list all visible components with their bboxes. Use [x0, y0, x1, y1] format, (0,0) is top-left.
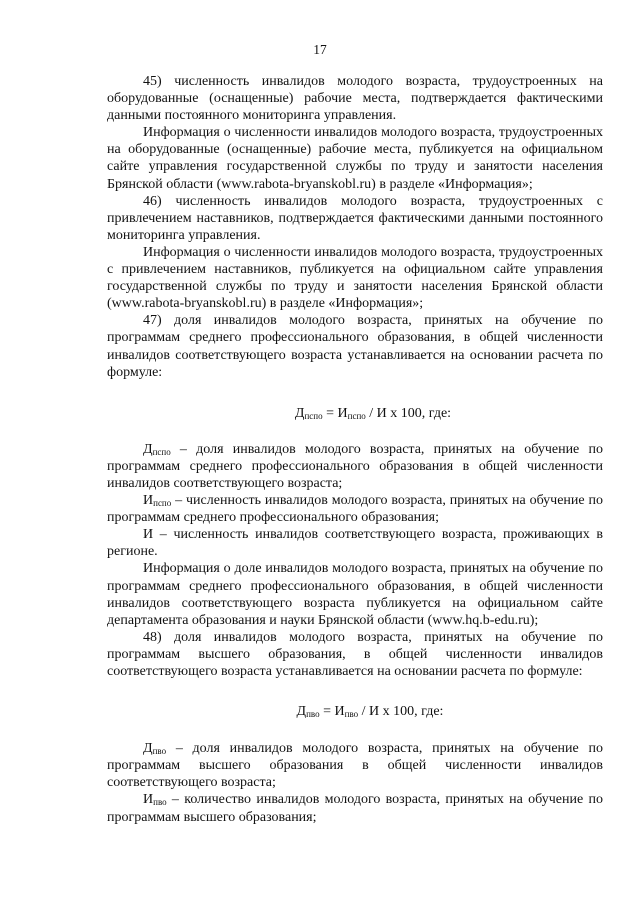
formula-rhs-sub: пво — [344, 709, 359, 720]
formula-rhs-sub: пспо — [347, 410, 366, 421]
definition-symbol-sub: пспо — [153, 498, 172, 509]
paragraph-48: 48) доля инвалидов молодого возраста, принятых на обучение по программам высшего образования, в общей численности инвалидов соответствующего возраста устанавливается на основании расчета по формуле: — [107, 629, 603, 679]
formula-vo — [107, 703, 603, 720]
formula-lhs-sub: пво — [306, 709, 320, 720]
info-paragraph-46: Информация о численности инвалидов молодого возраста, трудоустроенных с привлечением наставников, публикуется на официальном сайте управления государственной службы по труду и занятости населения Брянской области (www.rabota-bryanskobl.ru) в разделе «Информация»; — [107, 244, 603, 312]
definition-symbol-sub: пво — [153, 797, 167, 808]
definition-symbol-sub: пспо — [152, 446, 171, 457]
definition-symbol: Д — [143, 741, 153, 757]
formula-rhs: И — [334, 704, 345, 720]
definition-i-pvo — [107, 791, 603, 825]
paragraph-46: 46) численность инвалидов молодого возраста, трудоустроенных с привлечением наставников, подтверждается фактическими данными постоянного мониторинга управления. — [107, 193, 603, 243]
definition-i-pspo — [107, 492, 603, 526]
formula-tail: / И х 100, где: — [365, 405, 452, 421]
formula-lhs: Д — [294, 405, 305, 421]
formula-spo — [107, 405, 603, 422]
info-paragraph-47: Информация о доле инвалидов молодого возраста, принятых на обучение по программам среднего профессионального образования, в общей численности инвалидов соответствующего возраста публикуется на официальном сайте департамента образования и науки Брянской области (www.hq.b-edu.ru); — [107, 561, 603, 628]
definition-d-pspo — [107, 441, 603, 492]
formula-lhs: Д — [296, 704, 307, 720]
formula-rhs: И — [337, 405, 348, 421]
definition-text: – количество инвалидов молодого возраста, принятых на обучение по программам высшего образования; — [107, 792, 603, 825]
paragraph-45: 45) численность инвалидов молодого возраста, трудоустроенных на оборудованные (оснащенные) рабочие места, подтверждается фактическими данными постоянного мониторинга управления. — [107, 74, 603, 124]
definition-symbol: Д — [143, 441, 153, 457]
definition-text: И – численность инвалидов соответствующего возраста, проживающих в регионе. — [107, 527, 603, 560]
definition-text: – доля инвалидов молодого возраста, принятых на обучение по программам высшего образования в общей численности инвалидов соответствующего возраста; — [107, 741, 603, 791]
definition-symbol: И — [143, 792, 154, 808]
definition-i — [107, 526, 603, 560]
definition-symbol: И — [143, 493, 154, 509]
definition-text: – численность инвалидов молодого возраста, принятых на обучение по программам среднего профессионального образования; — [107, 493, 603, 526]
formula-tail: / И х 100, где: — [358, 704, 444, 720]
info-paragraph-45: Информация о численности инвалидов молодого возраста, трудоустроенных на оборудованные (оснащенные) рабочие места, публикуется на официальном сайте управления государственной службы по труду и занятости населения Брянской области (www.rabota-bryanskobl.ru) в разделе «Информация»; — [107, 125, 603, 192]
paragraph-47: 47) доля инвалидов молодого возраста, принятых на обучение по программам среднего профессионального образования, в общей численности инвалидов соответствующего возраста устанавливается на основании расчета по формуле: — [107, 313, 603, 380]
formula-eq: = — [322, 405, 338, 421]
formula-eq: = — [319, 704, 335, 720]
definition-text: – доля инвалидов молодого возраста, принятых на обучение по программам среднего профессионального образования в общей численности инвалидов соответствующего возраста; — [107, 441, 603, 491]
definition-d-pvo — [107, 740, 603, 791]
formula-lhs-sub: пспо — [304, 410, 323, 421]
definition-symbol-sub: пво — [152, 746, 167, 757]
page-number: 17 — [313, 42, 327, 57]
document-body — [107, 73, 603, 826]
